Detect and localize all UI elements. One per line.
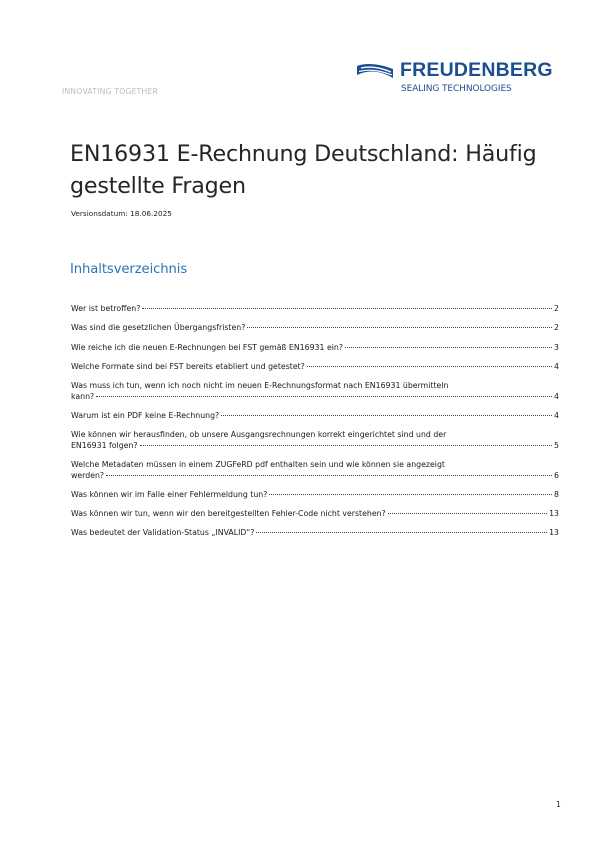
toc-dot-leader	[221, 415, 552, 416]
toc-entry-title: EN16931 folgen?	[71, 440, 138, 450]
toc-page-number: 13	[549, 509, 559, 519]
toc-entry[interactable]	[71, 381, 559, 402]
toc-entry[interactable]	[71, 362, 559, 373]
toc-page-number: 5	[554, 440, 559, 450]
toc-page-number: 3	[554, 342, 559, 352]
toc-dot-leader	[345, 347, 552, 348]
toc-dot-leader	[388, 513, 547, 514]
toc-entry-title: Welche Formate sind bei FST bereits etabliert und getestet?	[71, 361, 305, 371]
toc-entry[interactable]	[71, 411, 559, 422]
toc-entry-title: werden?	[71, 470, 105, 480]
table-of-contents	[71, 304, 559, 548]
toc-dot-leader	[140, 445, 552, 446]
toc-entry[interactable]	[71, 430, 559, 451]
toc-entry-title: Was sind die gesetzlichen Übergangsfristen?	[71, 323, 246, 333]
page-title: EN16931 E-Rechnung Deutschland: Häufig gestellte Fragen	[70, 141, 537, 199]
toc-page-number: 4	[554, 361, 559, 371]
toc-entry[interactable]	[71, 304, 559, 315]
logo-subtitle: SEALING TECHNOLOGIES	[401, 84, 512, 94]
logo-wave-icon	[355, 63, 395, 79]
toc-entry-title: kann?	[71, 391, 95, 401]
toc-page-number: 2	[554, 304, 559, 313]
toc-entry-title: Was bedeutet der Validation-Status „INVALID“?	[71, 528, 255, 538]
toc-dot-leader	[269, 494, 552, 495]
toc-dot-leader	[247, 327, 552, 328]
page-number: 1	[556, 800, 561, 809]
toc-entry-title: Wer ist betroffen?	[71, 304, 141, 313]
toc-entry-title: Was können wir im Falle einer Fehlermeldung tun?	[71, 489, 268, 499]
toc-entry[interactable]	[71, 343, 559, 354]
toc-entry-title: Warum ist ein PDF keine E-Rechnung?	[71, 410, 220, 420]
toc-page-number: 8	[554, 489, 559, 499]
logo-name: FREUDENBERG	[400, 59, 553, 81]
toc-entry[interactable]	[71, 509, 559, 520]
toc-page-number: 6	[554, 470, 559, 480]
toc-dot-leader	[256, 532, 547, 533]
toc-entry-title: Was können wir tun, wenn wir den bereitgestellten Fehler-Code nicht verstehen?	[71, 509, 386, 519]
toc-dot-leader	[96, 396, 552, 397]
toc-entry[interactable]	[71, 528, 559, 539]
toc-page-number: 13	[549, 528, 559, 538]
toc-entry[interactable]	[71, 460, 559, 481]
toc-heading: Inhaltsverzeichnis	[70, 262, 188, 277]
toc-entry-title-line1: Wie können wir herausfinden, ob unsere Ausgangsrechnungen korrekt eingerichtet sind und der	[71, 430, 447, 440]
toc-page-number: 4	[554, 410, 559, 420]
toc-entry-title-line1: Welche Metadaten müssen in einem ZUGFeRD pdf enthalten sein und wie können sie angezeigt	[71, 460, 445, 470]
toc-entry[interactable]	[71, 323, 559, 334]
freudenberg-logo	[355, 61, 560, 97]
toc-dot-leader	[142, 308, 552, 309]
toc-page-number: 4	[554, 391, 559, 401]
tagline: INNOVATING TOGETHER	[62, 87, 159, 96]
toc-dot-leader	[307, 366, 552, 367]
toc-entry-title-line1: Was muss ich tun, wenn ich noch nicht im neuen E-Rechnungsformat nach EN16931 übermitteln	[71, 381, 449, 391]
version-date: Versionsdatum: 18.06.2025	[71, 209, 172, 218]
toc-dot-leader	[106, 475, 552, 476]
toc-entry-title: Wie reiche ich die neuen E-Rechnungen bei FST gemäß EN16931 ein?	[71, 342, 343, 352]
toc-page-number: 2	[554, 323, 559, 333]
toc-entry[interactable]	[71, 490, 559, 501]
